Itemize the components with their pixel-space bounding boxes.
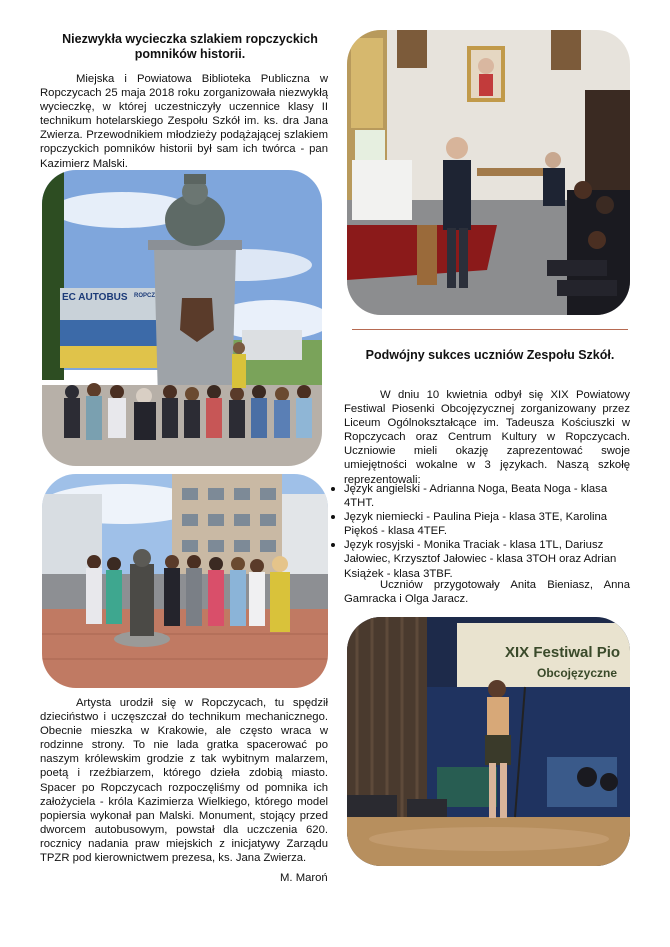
festival-banner-line2: Obcojęzyczne — [537, 666, 618, 680]
article2-prepared: Uczniów przygotowały Anita Bieniasz, Anna Gamracka i Olga Jaracz. — [344, 579, 630, 606]
article1-closing: Artysta urodził się w Ropczycach, tu spędził dzieciństwo i uczęszczał do technikum mechanicznego. Obecnie mieszka w Krakowie, ale często wraca w rodzinne strony. To nie lada gratka spacerować po naszym królewskim grodzie z tak wybitnym malarzem, poetą i rzeźbiarzem, którego dzieła zdobią miasto. Spacer po Ropczycach rozpoczęliśmy od pomnika ich założyciela - króla Kazimierza Wielkiego, którego model popiersia wykonał pan Malski. Monument, stojący przed dworcem autobusowym, powstał dla uczczenia 620. rocznicy nadania praw miejskich z inicjatywy Zarządu TPZR pod kierownictwem prezesa, ks. Jana Zwierza. — [40, 697, 328, 865]
article2-intro: W dniu 10 kwietnia odbył się XIX Powiatowy Festiwal Piosenki Obcojęzycznej zorganizowany przez Liceum Ogólnokształcące im. Tadeusza Kościuszki w Ropczycach oraz Centrum Kultury w Ropczycach. Uczniowie mieli okazję zaprezentować swoje umiejętności wokalne w 3 językach. Naszą szkołę reprezentowali: — [344, 389, 630, 486]
article1-title: Niezwykła wycieczka szlakiem ropczyckich pomników historii. — [62, 32, 318, 61]
list-item — [344, 538, 630, 580]
photo-street-statue-group — [42, 474, 328, 688]
article2-title: Podwójny sukces uczniów Zespołu Szkół. — [365, 348, 615, 362]
bus-station-sign: EC AUTOBUS — [62, 292, 128, 303]
bus-station-sign-2: ROPCZ — [134, 293, 155, 299]
list-item-text: Język angielski - Adrianna Noga, Beata Noga - klasa 4THT. — [344, 483, 608, 510]
list-item — [344, 482, 630, 510]
list-item-text: Język niemiecki - Paulina Pieja - klasa 3TE, Karolina Piękoś - klasa 4TEF. — [344, 511, 608, 538]
photo-festival-stage — [347, 617, 630, 866]
article1-signature: M. Maroń — [280, 872, 328, 884]
photo-lecture-room — [347, 30, 630, 315]
article1-intro: Miejska i Powiatowa Biblioteka Publiczna w Ropczycach 25 maja 2018 roku zorganizowała niezwykłą wycieczkę, w której uczestniczyły uczennice klasy II technikum hotelarskiego Zespołu Szkół im. ks. dra Jana Zwierza. Przewodnikiem młodzieży podążającej szlakiem ropczyckich pomników historii był sam ich twórca - pan Kazimierz Malski. — [40, 73, 328, 170]
section-divider — [352, 329, 628, 330]
representatives-list — [344, 482, 630, 581]
list-item-text: Język rosyjski - Monika Traciak - klasa 1TL, Dariusz Jałowiec, Krzysztof Jałowiec - klasa 3TOH oraz Adrian Książek - klasa 3TBF. — [344, 539, 617, 580]
photo-monument-group — [42, 170, 322, 466]
list-item — [344, 510, 630, 538]
festival-banner-line1: XIX Festiwal Pio — [505, 644, 621, 661]
